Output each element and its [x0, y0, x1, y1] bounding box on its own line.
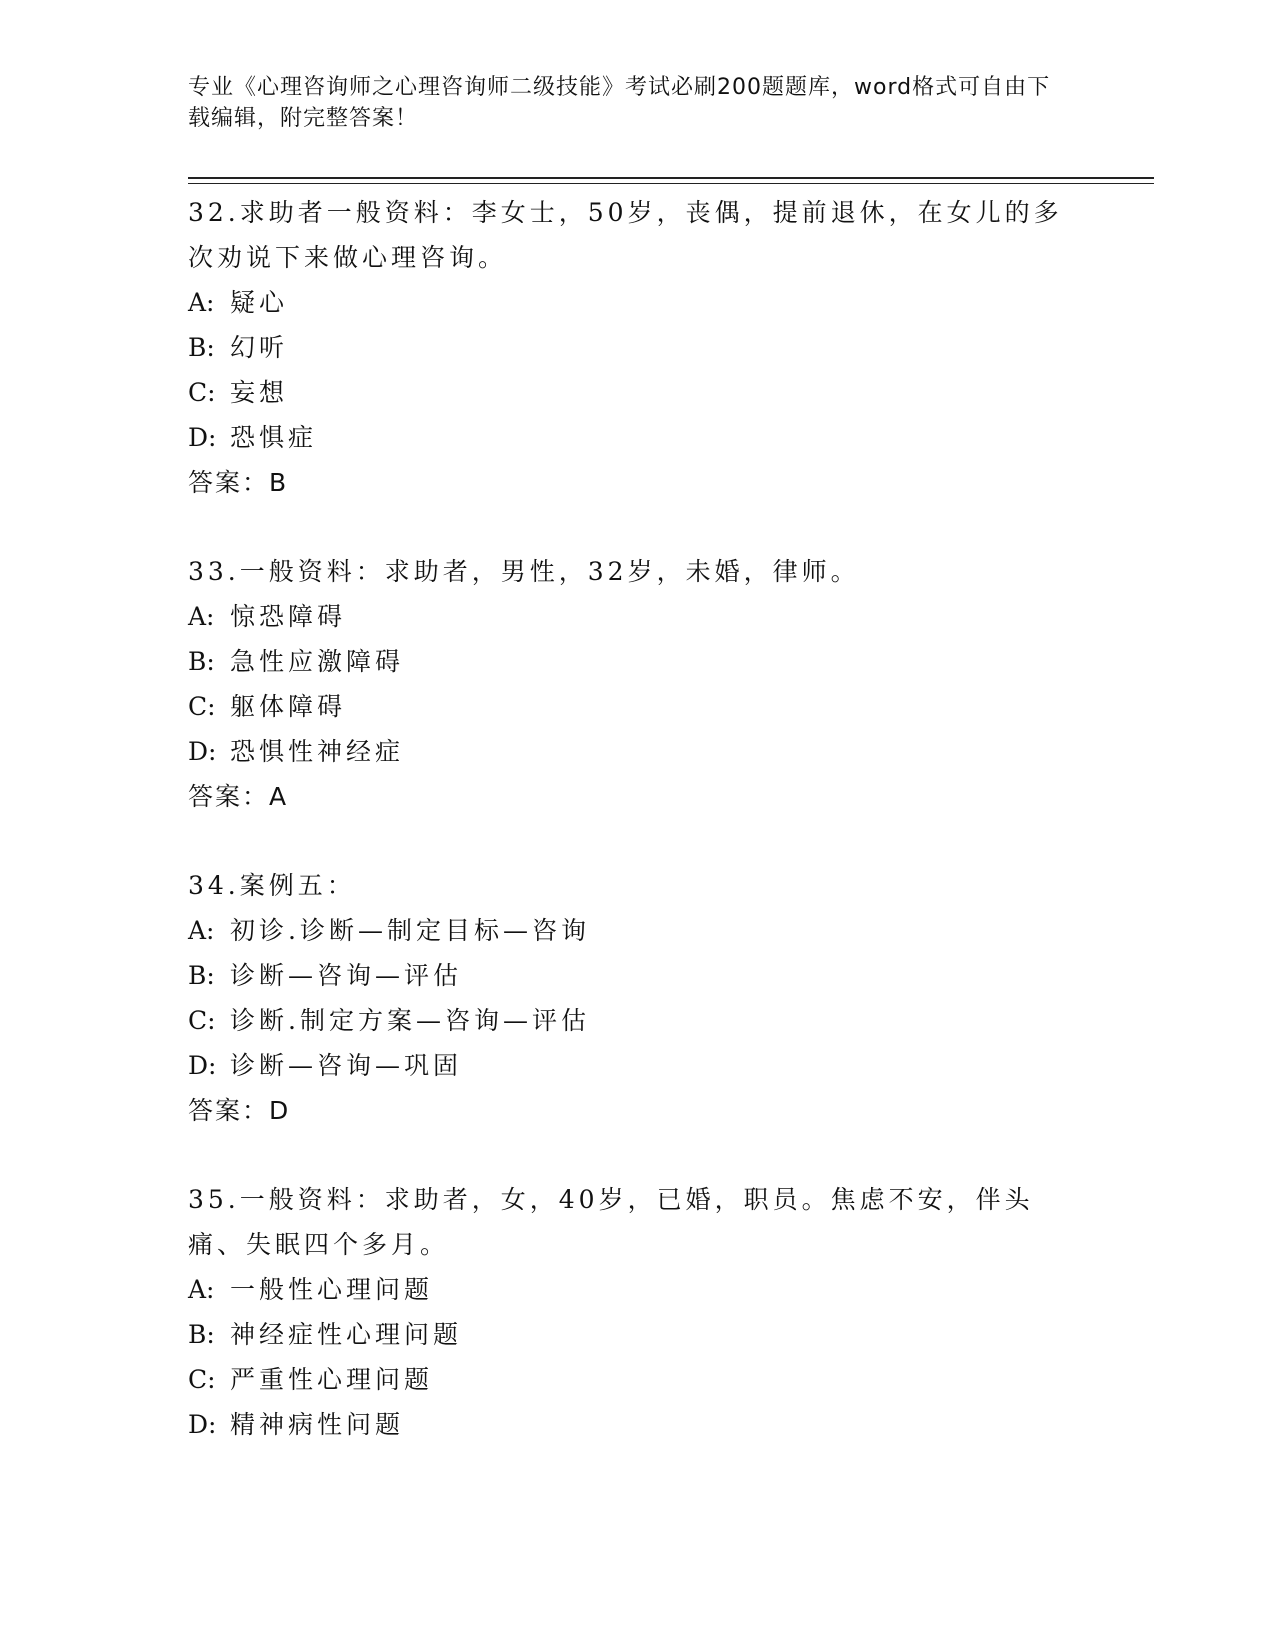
- answer-line: 答案：D: [188, 1096, 291, 1125]
- answer-line: 答案：A: [188, 782, 289, 811]
- answer-line: 答案：B: [188, 468, 289, 497]
- option-text: 急性应激障碍: [230, 647, 405, 676]
- option-text: 躯体障碍: [230, 692, 347, 721]
- option-letter: A:: [188, 1275, 215, 1304]
- question-list: [188, 190, 1078, 1447]
- question-stem: 34.案例五：: [188, 871, 356, 900]
- option-text: 恐惧症: [230, 423, 318, 452]
- option-d: [188, 1402, 1078, 1447]
- option-letter: B:: [188, 961, 215, 990]
- option-letter: C:: [188, 1365, 216, 1394]
- option-letter: C:: [188, 1006, 216, 1035]
- option-d: [188, 415, 1078, 460]
- option-text: 恐惧性神经症: [230, 737, 405, 766]
- option-letter: D:: [188, 423, 217, 452]
- option-c: [188, 684, 1078, 729]
- option-text: 神经症性心理问题: [230, 1320, 463, 1349]
- option-a: [188, 1267, 1078, 1312]
- option-text: 疑心: [230, 288, 289, 317]
- option-letter: A:: [188, 288, 215, 317]
- option-b: [188, 953, 1078, 998]
- option-letter: D:: [188, 737, 217, 766]
- option-b: [188, 1312, 1078, 1357]
- question-32: [188, 190, 1078, 505]
- option-letter: C:: [188, 692, 216, 721]
- document-header: 专业《心理咨询师之心理咨询师二级技能》考试必刷200题题库，word格式可自由下载编辑，附完整答案！: [188, 75, 1051, 131]
- option-a: [188, 594, 1078, 639]
- option-text: 精神病性问题: [230, 1410, 405, 1439]
- option-letter: B:: [188, 1320, 215, 1349]
- question-stem: 32.求助者一般资料：李女士，50岁，丧偶，提前退休，在女儿的多次劝说下来做心理咨询。: [188, 198, 1063, 272]
- question-35: [188, 1177, 1078, 1447]
- option-text: 妄想: [230, 378, 289, 407]
- option-text: 诊断—咨询—巩固: [230, 1051, 463, 1080]
- option-letter: A:: [188, 602, 215, 631]
- header-rule-thin: [188, 183, 1154, 184]
- question-34: [188, 863, 1078, 1133]
- option-letter: B:: [188, 647, 215, 676]
- option-text: 严重性心理问题: [230, 1365, 434, 1394]
- header-rule-thick: [188, 177, 1154, 179]
- option-c: [188, 370, 1078, 415]
- option-text: 诊断—咨询—评估: [230, 961, 463, 990]
- option-text: 幻听: [230, 333, 289, 362]
- option-text: 诊断.制定方案—咨询—评估: [230, 1006, 590, 1035]
- question-33: [188, 549, 1078, 819]
- option-letter: A:: [188, 916, 215, 945]
- option-letter: B:: [188, 333, 215, 362]
- option-letter: C:: [188, 378, 216, 407]
- option-b: [188, 325, 1078, 370]
- option-text: 初诊.诊断—制定目标—咨询: [230, 916, 590, 945]
- option-a: [188, 280, 1078, 325]
- option-c: [188, 1357, 1078, 1402]
- option-text: 惊恐障碍: [230, 602, 347, 631]
- option-letter: D:: [188, 1410, 217, 1439]
- question-stem: 35.一般资料：求助者，女，40岁，已婚，职员。焦虑不安，伴头痛、失眠四个多月。: [188, 1185, 1034, 1259]
- option-text: 一般性心理问题: [230, 1275, 434, 1304]
- option-d: [188, 729, 1078, 774]
- option-a: [188, 908, 1078, 953]
- question-stem: 33.一般资料：求助者，男性，32岁，未婚，律师。: [188, 557, 860, 586]
- option-letter: D:: [188, 1051, 217, 1080]
- option-d: [188, 1043, 1078, 1088]
- option-b: [188, 639, 1078, 684]
- option-c: [188, 998, 1078, 1043]
